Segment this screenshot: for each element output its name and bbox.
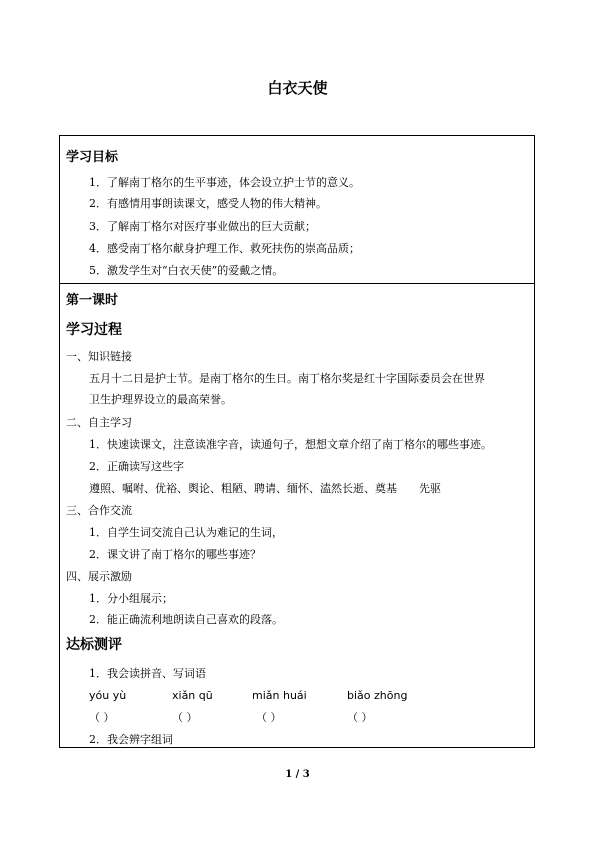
pinyin: miǎn huái [252, 689, 307, 702]
lesson-heading: 第一课时 [66, 293, 119, 308]
answer-blank: （ ） [172, 711, 198, 724]
goal-item: 3．了解南丁格尔对医疗事业做出的巨大贡献； [89, 220, 316, 233]
page-number: 1 / 3 [285, 769, 310, 780]
section-line: 1．分小组展示； [89, 592, 173, 605]
section-title: 四、展示激励 [66, 570, 132, 583]
test-heading: 达标测评 [66, 637, 122, 653]
section-line: 2．正确读写这些字 [89, 460, 184, 473]
section-title: 三、合作交流 [66, 504, 132, 517]
section-line: 1．快速读课文，注意读准字音，读通句子，想想文章介绍了南丁格尔的哪些事迹。 [89, 438, 492, 451]
pinyin: yóu yù [89, 689, 127, 702]
section-line: 2．课文讲了南丁格尔的哪些事迹？ [89, 548, 261, 561]
section-line: 五月十二日是护士节。是南丁格尔的生日。南丁格尔奖是红十字国际委员会在世界 [89, 372, 485, 385]
test-item: 1．我会读拼音、写词语 [89, 667, 206, 680]
goal-item: 2．有感情用事朗读课文，感受人物的伟大精神。 [89, 197, 327, 210]
goal-item: 4．感受南丁格尔献身护理工作、救死扶伤的崇高品质； [89, 242, 360, 255]
section-title: 二、自主学习 [66, 416, 132, 429]
test-item: 2．我会辨字组词 [89, 733, 173, 746]
goals-heading: 学习目标 [66, 150, 119, 165]
section-line: 遵照、嘱咐、优裕、舆论、粗陋、聘请、缅怀、溘然长逝、奠基 先驱 [89, 482, 441, 495]
pinyin: xiǎn qū [172, 689, 213, 702]
goal-item: 1．了解南丁格尔的生平事迹，体会设立护士节的意义。 [89, 176, 360, 189]
section-title: 一、知识链接 [66, 350, 132, 363]
section-line: 1．自学生词交流自己认为难记的生词， [89, 526, 283, 539]
lesson-table [59, 135, 535, 748]
answer-blank: （ ） [256, 711, 282, 724]
row-divider [60, 283, 534, 284]
process-heading: 学习过程 [66, 322, 122, 338]
section-line: 2．能正确流利地朗读自己喜欢的段落。 [89, 613, 283, 626]
section-line: 卫生护理界设立的最高荣誉。 [89, 393, 232, 406]
answer-blank: （ ） [347, 711, 373, 724]
document-title: 白衣天使 [267, 79, 328, 97]
goal-item: 5．激发学生对“白衣天使”的爱戴之情。 [89, 264, 284, 277]
pinyin: biǎo zhōng [347, 689, 408, 702]
answer-blank: （ ） [89, 711, 115, 724]
